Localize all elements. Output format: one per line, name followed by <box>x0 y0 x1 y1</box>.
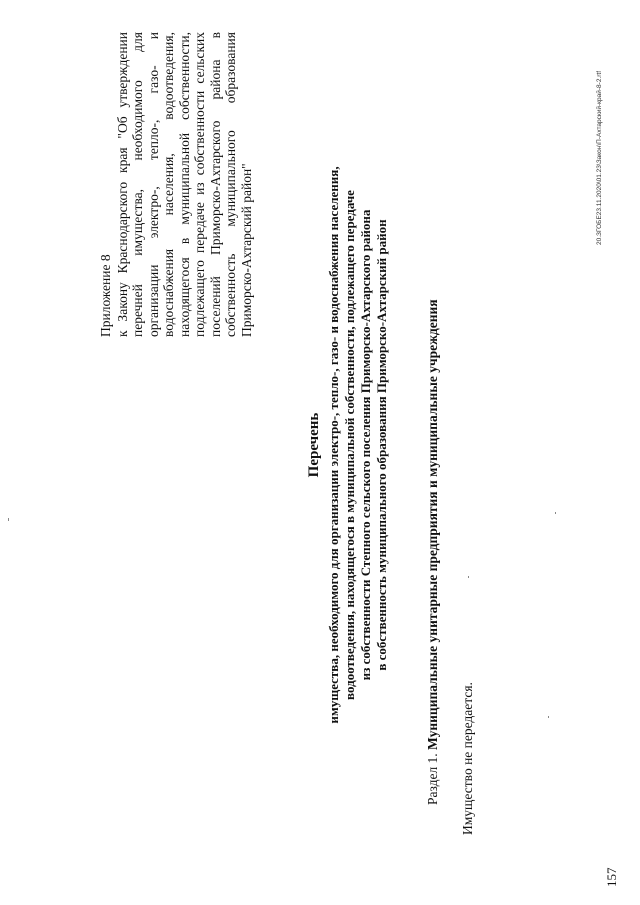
scan-speck <box>555 512 556 514</box>
note-text: Имущество не передается. <box>460 682 475 835</box>
page-number: 157 <box>604 867 619 887</box>
section-prefix: Раздел 1. <box>425 753 440 805</box>
title-line-1: имущества, необходимого для организации электро-, тепло-, газо- и водоснабжения населения, <box>326 166 341 724</box>
section-heading <box>425 299 441 805</box>
scan-speck <box>468 576 469 578</box>
appendix-heading: Приложение 8 <box>98 254 113 337</box>
appendix-block <box>98 32 254 337</box>
scan-speck <box>548 716 549 718</box>
title-line-3: из собственности Степного сельского поселения Приморско-Ахтарского района <box>358 209 373 681</box>
section-title: Муниципальные унитарные предприятия и муниципальные учреждения <box>425 299 440 750</box>
document-title: Перечень <box>306 412 322 478</box>
title-line-4: в собственность муниципального образования Приморско-Ахтарский район <box>374 219 389 671</box>
title-block <box>305 95 390 795</box>
appendix-text: к Закону Краснодарского края "Об утверждении перечней имущества, необходимого для организации электро-, тепло-, газо- и водоснабжения населения, водоотведения, находящегося в муниципальной собственности, подлежащего передаче из собственности сельских поселений Приморско-Ахтарского района в собственность муниципального образования Приморско-Ахтарский район" <box>114 32 254 337</box>
scan-speck <box>8 518 9 521</box>
file-path-stamp: 20.ЗГОБЕ23.11.2020\01.23\Закон\П-Ахтарский-край-8-2.rtf <box>596 70 603 245</box>
title-line-2: водоотведения, находящегося в муниципальной собственности, подлежащего передаче <box>342 190 357 700</box>
